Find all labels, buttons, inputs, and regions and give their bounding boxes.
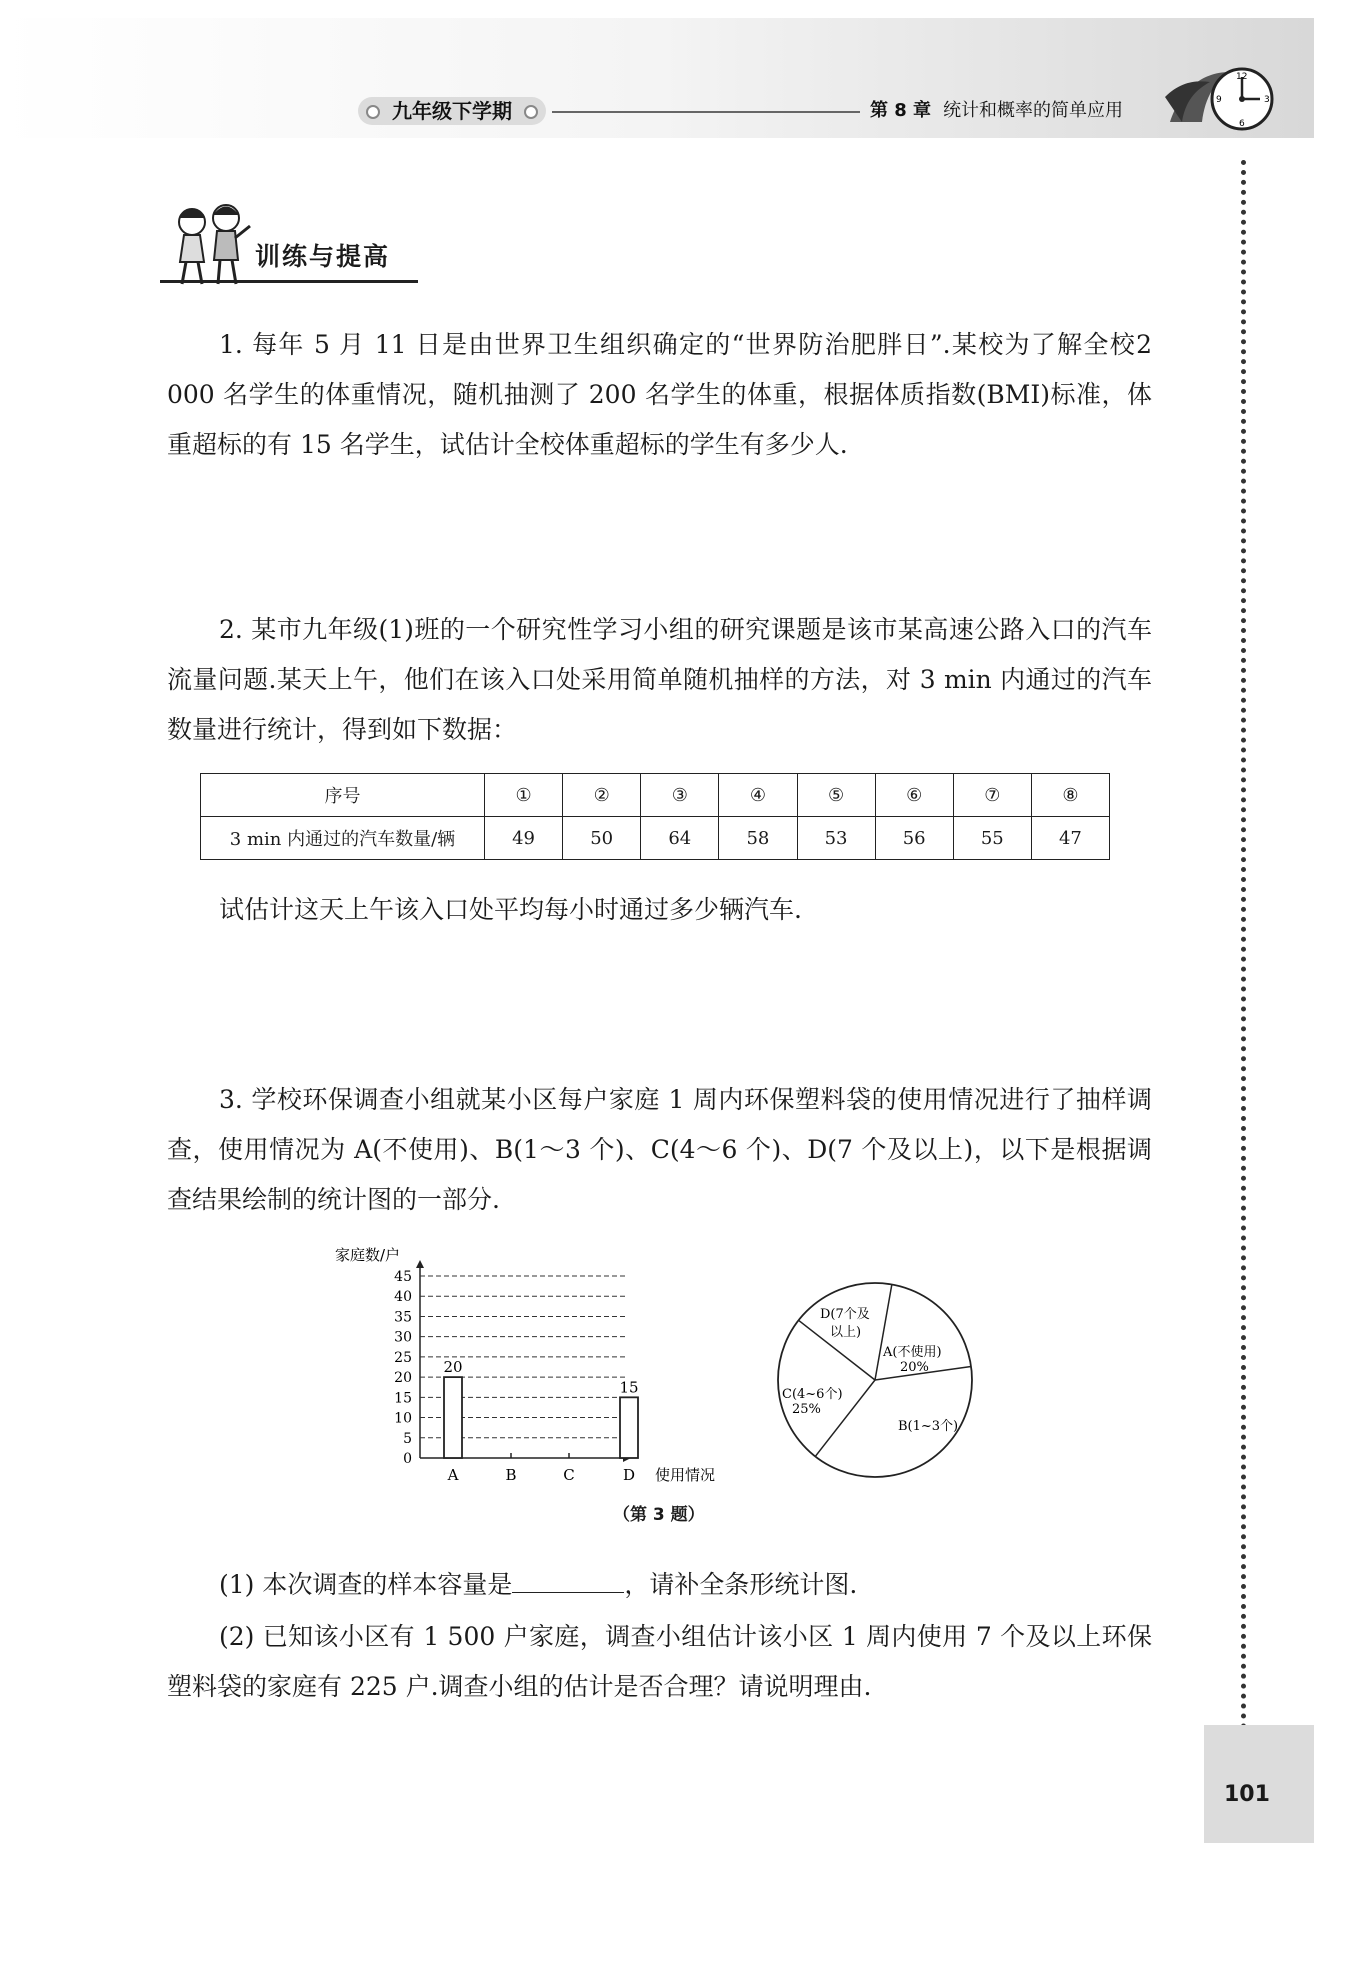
section-rule bbox=[160, 280, 418, 283]
x-tick-label: A bbox=[447, 1466, 459, 1484]
y-axis-arrow bbox=[416, 1260, 424, 1268]
pie-percent-a: 20% bbox=[900, 1360, 929, 1375]
question-3-part-1 bbox=[167, 1560, 1152, 1610]
y-tick-label: 20 bbox=[394, 1370, 412, 1387]
y-tick-label: 10 bbox=[394, 1410, 412, 1427]
table-cell: 55 bbox=[953, 817, 1031, 860]
table-cell: ⑦ bbox=[953, 774, 1031, 817]
table-cell: ⑧ bbox=[1031, 774, 1109, 817]
pie-chart bbox=[770, 1270, 990, 1490]
figure-caption: （第 3 题） bbox=[613, 1505, 705, 1525]
table-cell: 64 bbox=[641, 817, 719, 860]
table-cell: 53 bbox=[797, 817, 875, 860]
page-number: 101 bbox=[1224, 1782, 1270, 1807]
chapter-number: 第 8 章 bbox=[870, 100, 932, 121]
x-tick-label: D bbox=[622, 1466, 636, 1484]
x-tick-label: B bbox=[505, 1466, 517, 1484]
table-cell: ④ bbox=[719, 774, 797, 817]
y-axis-label: 家庭数/户 bbox=[335, 1246, 401, 1264]
table-cell: ⑤ bbox=[797, 774, 875, 817]
pie-label-a: A(不使用) bbox=[883, 1345, 942, 1360]
part-1-text-after: ，请补全条形统计图. bbox=[624, 1570, 858, 1599]
y-tick-label: 5 bbox=[403, 1430, 412, 1447]
table-cell: ② bbox=[563, 774, 641, 817]
pie-percent-c: 25% bbox=[792, 1402, 821, 1417]
pie-label-c: C(4~6个) bbox=[782, 1387, 843, 1402]
grade-label: 九年级下学期 bbox=[358, 97, 546, 125]
question-2-ask: 试估计这天上午该入口处平均每小时通过多少辆汽车. bbox=[219, 895, 802, 924]
question-3-part-2: (2) 已知该小区有 1 500 户家庭，调查小组估计该小区 1 周内使用 7 个及以上环保塑料袋的家庭有 225 户.调查小组的估计是否合理？请说明理由. bbox=[167, 1622, 1152, 1701]
x-tick-label: C bbox=[563, 1466, 575, 1484]
table-cell: 47 bbox=[1031, 817, 1109, 860]
part-1-text-before: (1) 本次调查的样本容量是 bbox=[219, 1570, 513, 1599]
chapter-title: 统计和概率的简单应用 bbox=[943, 100, 1124, 121]
compass-clock-icon bbox=[1160, 52, 1278, 142]
svg-text:3: 3 bbox=[1264, 95, 1270, 105]
section-title: 训练与提高 bbox=[255, 242, 391, 271]
pie-label-b: B(1~3个) bbox=[898, 1419, 959, 1434]
svg-text:9: 9 bbox=[1216, 95, 1222, 105]
traffic-data-table bbox=[200, 773, 1110, 860]
bar-chart bbox=[325, 1240, 745, 1490]
table-cell: 49 bbox=[485, 817, 563, 860]
question-2: 2. 某市九年级(1)班的一个研究性学习小组的研究课题是该市某高速公路入口的汽车流量问题.某天上午，他们在该入口处采用简单随机抽样的方法，对 3 min 内通过的汽车数量进行统计，得到如下数据： bbox=[167, 615, 1152, 744]
y-tick-label: 15 bbox=[394, 1390, 412, 1407]
y-tick-label: 25 bbox=[394, 1349, 412, 1366]
question-1: 1. 每年 5 月 11 日是由世界卫生组织确定的“世界防治肥胖日”.某校为了解全校2 000 名学生的体重情况，随机抽测了 200 名学生的体重，根据体质指数(BMI)标准，体重超标的有 15 名学生，试估计全校体重超标的学生有多少人. bbox=[167, 330, 1152, 459]
y-tick-label: 30 bbox=[394, 1329, 412, 1346]
table-row bbox=[201, 774, 1110, 817]
data-label: 15 bbox=[619, 1378, 639, 1397]
table-cell: 56 bbox=[875, 817, 953, 860]
bar bbox=[444, 1377, 462, 1458]
y-tick-label: 45 bbox=[394, 1269, 412, 1285]
pie-label-d: D(7个及 bbox=[820, 1307, 870, 1322]
table-cell: ① bbox=[485, 774, 563, 817]
table-cell: ③ bbox=[641, 774, 719, 817]
pie-label-d: 以上) bbox=[830, 1325, 862, 1340]
table-header-cell: 序号 bbox=[201, 774, 485, 817]
table-cell: 58 bbox=[719, 817, 797, 860]
y-tick-label: 40 bbox=[394, 1289, 412, 1306]
table-header-cell: 3 min 内通过的汽车数量/辆 bbox=[201, 817, 485, 860]
svg-text:12: 12 bbox=[1236, 72, 1248, 82]
question-3: 3. 学校环保调查小组就某小区每户家庭 1 周内环保塑料袋的使用情况进行了抽样调查，使用情况为 A(不使用)、B(1～3 个)、C(4～6 个)、D(7 个及以上)，以下是根据调查结果绘制的统计图的一部分. bbox=[167, 1085, 1152, 1214]
table-cell: ⑥ bbox=[875, 774, 953, 817]
margin-dotted-line bbox=[1241, 160, 1246, 1740]
y-tick-label: 35 bbox=[394, 1309, 412, 1326]
table-cell: 50 bbox=[563, 817, 641, 860]
svg-text:6: 6 bbox=[1239, 119, 1245, 129]
data-label: 20 bbox=[443, 1358, 463, 1377]
chapter-heading bbox=[870, 96, 1123, 122]
y-tick-label: 0 bbox=[403, 1451, 412, 1467]
table-row bbox=[201, 817, 1110, 860]
children-illustration-icon bbox=[160, 200, 260, 290]
bar bbox=[620, 1397, 638, 1458]
x-axis-label: 使用情况 bbox=[655, 1466, 716, 1484]
answer-blank bbox=[512, 1562, 624, 1593]
header-rule bbox=[552, 111, 860, 113]
